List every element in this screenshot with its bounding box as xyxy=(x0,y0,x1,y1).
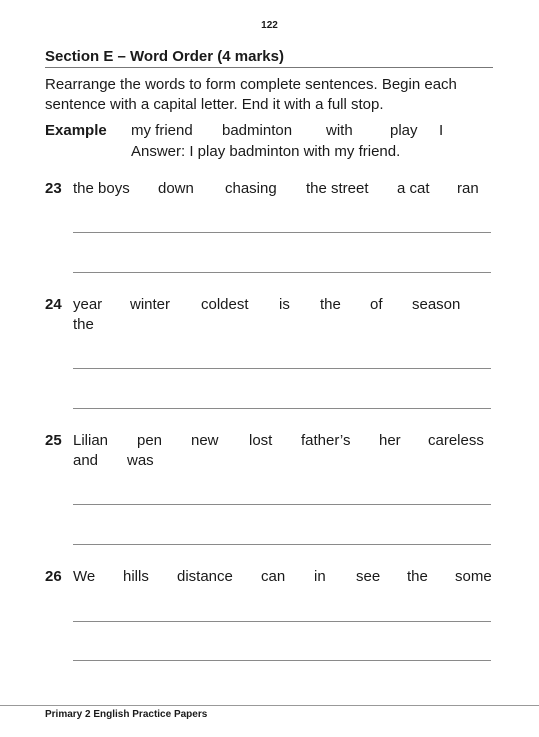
question-word: winter xyxy=(130,296,171,313)
question-word: father’s xyxy=(301,432,351,449)
question-word: distance xyxy=(177,568,233,585)
question-word: her xyxy=(379,432,401,449)
question-word: and xyxy=(73,452,99,469)
question-number: 25 xyxy=(45,432,62,449)
question-word: in xyxy=(314,568,326,585)
question-word: Lilian xyxy=(73,432,109,449)
example-word: play xyxy=(390,122,418,139)
example-word: badminton xyxy=(222,122,293,139)
answer-line xyxy=(73,621,491,622)
question-number: 23 xyxy=(45,180,62,197)
answer-line xyxy=(73,504,491,505)
question-word: the boys xyxy=(73,180,130,197)
question-word: coldest xyxy=(201,296,249,313)
instructions-line-1: Rearrange the words to form complete sentences. Begin each xyxy=(45,76,457,93)
question-word: careless xyxy=(428,432,484,449)
question-word: down xyxy=(158,180,194,197)
question-word: lost xyxy=(249,432,273,449)
question-word: year xyxy=(73,296,103,313)
question-word: the xyxy=(320,296,341,313)
question-word: can xyxy=(261,568,286,585)
question-word: was xyxy=(127,452,154,469)
answer-line xyxy=(73,544,491,545)
example-answer: Answer: I play badminton with my friend. xyxy=(131,143,401,160)
question-number: 24 xyxy=(45,296,62,313)
question-word: We xyxy=(73,568,96,585)
question-word: pen xyxy=(137,432,163,449)
page-number: 122 xyxy=(261,20,278,31)
question-number: 26 xyxy=(45,568,62,585)
footer-text: Primary 2 English Practice Papers xyxy=(45,709,208,720)
question-word: ran xyxy=(457,180,479,197)
answer-line xyxy=(73,272,491,273)
question-word: chasing xyxy=(225,180,277,197)
question-word: the xyxy=(73,316,94,333)
question-word: hills xyxy=(123,568,149,585)
question-word: of xyxy=(370,296,383,313)
question-word: some xyxy=(455,568,492,585)
answer-line xyxy=(73,660,491,661)
question-word: new xyxy=(191,432,219,449)
instructions-line-2: sentence with a capital letter. End it with a full stop. xyxy=(45,96,384,113)
example-label: Example xyxy=(45,122,107,139)
example-word: with xyxy=(326,122,353,139)
question-word: is xyxy=(279,296,290,313)
answer-line xyxy=(73,408,491,409)
footer-divider xyxy=(0,705,539,706)
example-word: I xyxy=(439,122,444,139)
question-word: the street xyxy=(306,180,369,197)
question-word: a cat xyxy=(397,180,430,197)
question-word: season xyxy=(412,296,461,313)
section-title: Section E – Word Order (4 marks) xyxy=(45,48,493,68)
instructions xyxy=(45,75,493,115)
example-word: my friend xyxy=(131,122,193,139)
answer-line xyxy=(73,232,491,233)
question-word: see xyxy=(356,568,381,585)
answer-line xyxy=(73,368,491,369)
question-word: the xyxy=(407,568,428,585)
